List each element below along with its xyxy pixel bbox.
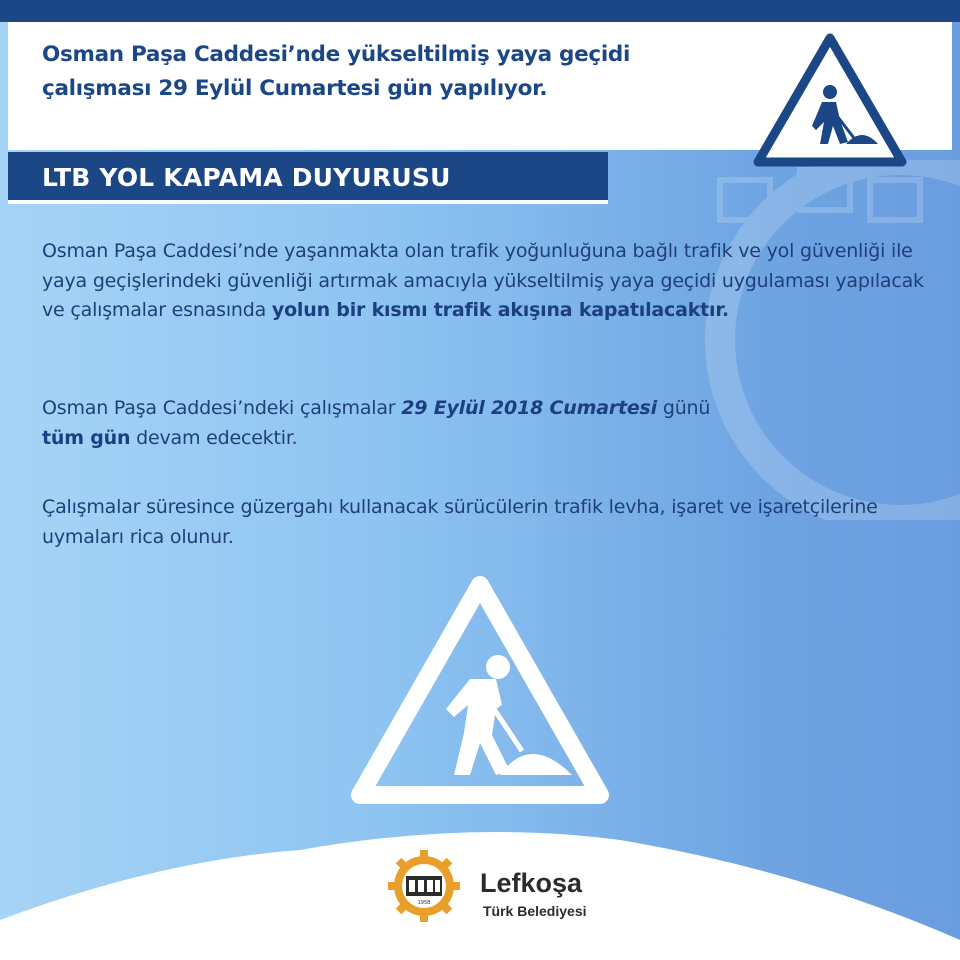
headline-line-1: Osman Paşa Caddesi’nde yükseltilmiş yaya geçidi <box>42 42 631 67</box>
paragraph-2-after: günü <box>662 397 711 419</box>
top-bar <box>0 0 960 22</box>
logo-year: 1958 <box>417 900 431 906</box>
paragraph-2-text: Osman Paşa Caddesi’ndeki çalışmalar <box>42 397 396 419</box>
municipality-gear-logo <box>388 850 460 922</box>
paragraph-2 <box>42 394 932 453</box>
headline <box>42 38 732 106</box>
paragraph-3 <box>42 493 932 552</box>
paragraph-1 <box>42 237 932 326</box>
background-watermark <box>600 160 960 520</box>
work-date: 29 Eylül 2018 Cumartesi <box>401 397 657 419</box>
paragraph-2-bold: tüm gün <box>42 426 131 449</box>
logo-name: Lefkoşa <box>480 868 583 898</box>
section-banner <box>8 152 608 204</box>
road-works-icon <box>750 30 910 170</box>
headline-line-2: çalışması 29 Eylül Cumartesi gün yapılıyor. <box>42 76 548 101</box>
banner-title: LTB YOL KAPAMA DUYURUSU <box>42 163 451 192</box>
paragraph-1-bold: yolun bir kısmı trafik akışına kapatılacaktır. <box>271 299 729 321</box>
paragraph-1-text: Osman Paşa Caddesi’nde yaşanmakta olan trafik yoğunluğuna bağlı trafik ve yol güvenliği ile yaya geçişlerindeki güvenliği artırmak amacıyla yükseltilmiş yaya geçidi uygulaması yapılacak ve çalışmalar esnasında <box>42 240 924 321</box>
logo-subtitle: Türk Belediyesi <box>483 903 587 919</box>
paragraph-2-end: devam edecektir. <box>136 426 298 449</box>
road-works-icon <box>350 575 610 807</box>
paragraph-3-text: Çalışmalar süresince güzergahı kullanacak sürücülerin trafik levha, işaret ve işaretçilerine uymaları rica olunur. <box>42 496 878 548</box>
